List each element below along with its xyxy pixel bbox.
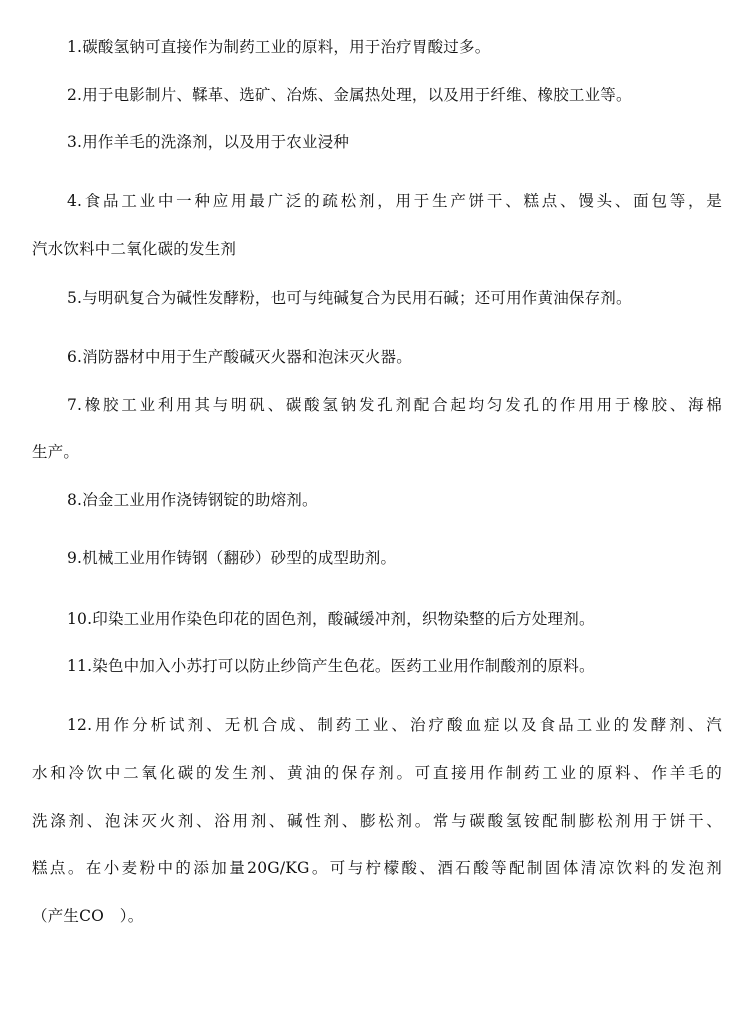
list-item-6-line-1: 6.消防器材中用于生产酸碱灭火器和泡沫灭火器。 <box>67 348 412 366</box>
list-item-8-line-1: 8.冶金工业用作浇铸钢锭的助熔剂。 <box>67 491 318 509</box>
list-item-1-line-1: 1.碳酸氢钠可直接作为制药工业的原料，用于治疗胃酸过多。 <box>67 38 491 56</box>
list-item-12-line-5: （产生CO ）。 <box>32 907 144 925</box>
list-item-12-line-1: 12.用作分析试剂、无机合成、制药工业、治疗酸血症以及食品工业的发酵剂、汽 <box>67 716 722 734</box>
list-item-5-line-1: 5.与明矾复合为碱性发酵粉，也可与纯碱复合为民用石碱；还可用作黄油保存剂。 <box>67 289 632 307</box>
list-item-11-line-1: 11.染色中加入小苏打可以防止纱筒产生色花。医药工业用作制酸剂的原料。 <box>67 657 595 675</box>
list-item-2-line-1: 2.用于电影制片、鞣革、选矿、冶炼、金属热处理，以及用于纤维、橡胶工业等。 <box>67 86 632 104</box>
list-item-12-line-2: 水和冷饮中二氧化碳的发生剂、黄油的保存剂。可直接用作制药工业的原料、作羊毛的 <box>32 764 722 782</box>
list-item-7-line-1: 7.橡胶工业利用其与明矾、碳酸氢钠发孔剂配合起均匀发孔的作用用于橡胶、海棉 <box>67 396 722 414</box>
list-item-12-line-4: 糕点。在小麦粉中的添加量20G/KG。可与柠檬酸、酒石酸等配制固体清凉饮料的发泡剂 <box>32 859 722 877</box>
list-item-12-line-3: 洗涤剂、泡沫灭火剂、浴用剂、碱性剂、膨松剂。常与碳酸氢铵配制膨松剂用于饼干、 <box>32 812 722 830</box>
list-item-4-line-2: 汽水饮料中二氧化碳的发生剂 <box>32 240 237 258</box>
list-item-7-line-2: 生产。 <box>32 443 80 461</box>
list-item-9-line-1: 9.机械工业用作铸钢（翻砂）砂型的成型助剂。 <box>67 549 397 567</box>
list-item-4-line-1: 4.食品工业中一种应用最广泛的疏松剂，用于生产饼干、糕点、馒头、面包等，是 <box>67 192 722 210</box>
list-item-3-line-1: 3.用作羊毛的洗涤剂，以及用于农业浸种 <box>67 133 350 151</box>
list-item-10-line-1: 10.印染工业用作染色印花的固色剂，酸碱缓冲剂，织物染整的后方处理剂。 <box>67 610 595 628</box>
